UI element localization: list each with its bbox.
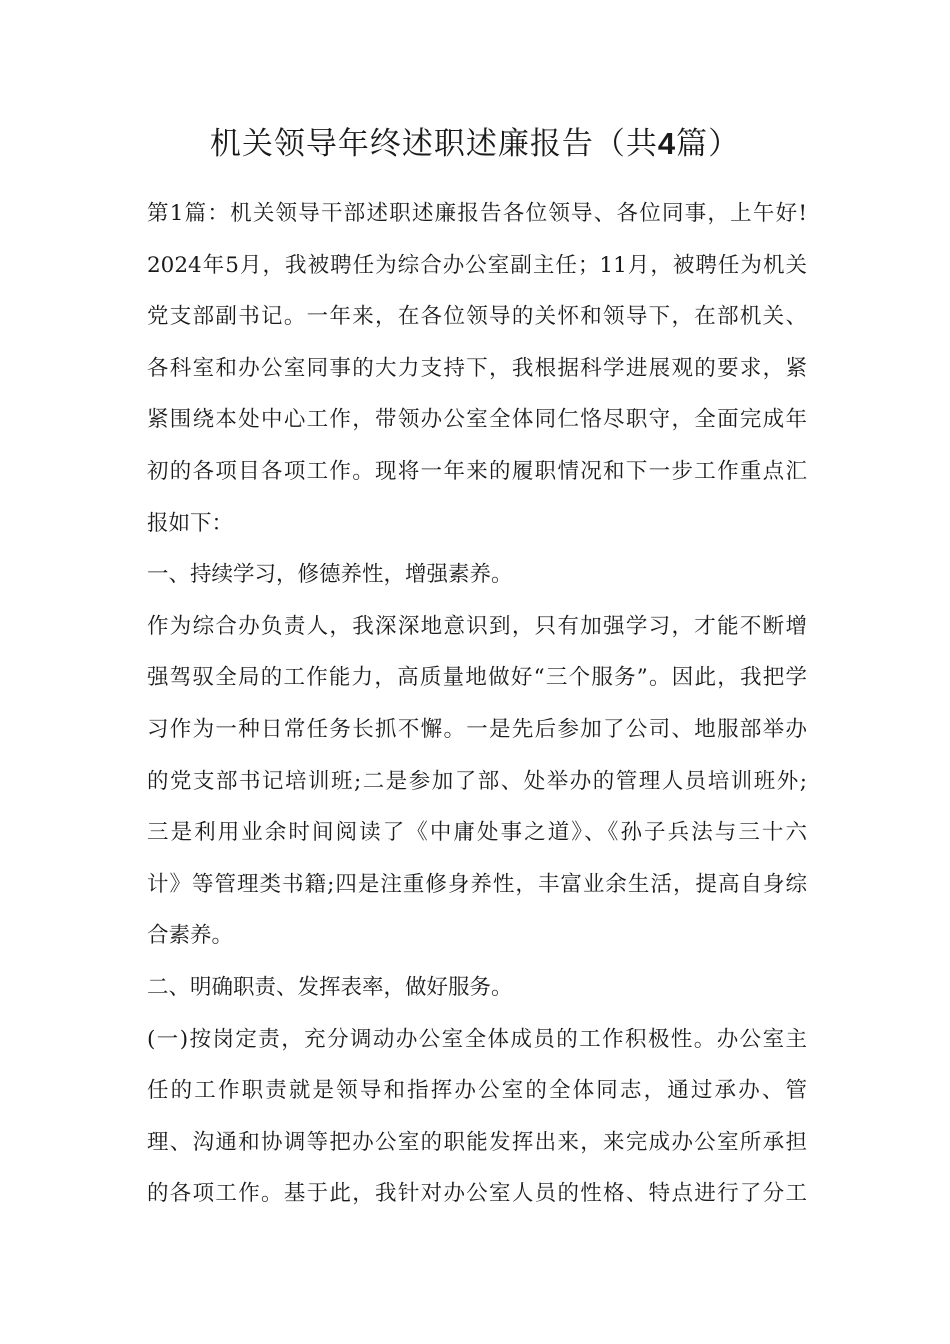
body-line: 党支部副书记。一年来，在各位领导的关怀和领导下，在部机关、 xyxy=(147,304,807,330)
title-number: 4 xyxy=(657,126,677,161)
body-line: 的党支部书记培训班;二是参加了部、处举办的管理人员培训班外; xyxy=(147,768,807,794)
body-line: 初的各项目各项工作。现将一年来的履职情况和下一步工作重点汇 xyxy=(147,458,807,484)
body-line: 作为综合办负责人，我深深地意识到，只有加强学习，才能不断增 xyxy=(147,613,807,639)
body-line: 习作为一种日常任务长抓不懈。一是先后参加了公司、地服部举办 xyxy=(147,716,807,742)
document-title xyxy=(0,122,950,166)
body-line: (一)按岗定责，充分调动办公室全体成员的工作积极性。办公室主 xyxy=(147,1026,807,1052)
section-heading: 二、明确职责、发挥表率，做好服务。 xyxy=(147,974,513,1000)
body-line: 报如下： xyxy=(147,510,234,536)
body-line: 任的工作职责就是领导和指挥办公室的全体同志，通过承办、管 xyxy=(147,1078,807,1104)
body-line: 第1篇：机关领导干部述职述廉报告各位领导、各位同事，上午好! xyxy=(147,201,807,226)
body-line: 三是利用业余时间阅读了《中庸处事之道》、《孙子兵法与三十六 xyxy=(147,820,807,846)
body-line: 各科室和办公室同事的大力支持下，我根据科学进展观的要求，紧 xyxy=(147,355,807,381)
body-line: 计》等管理类书籍;四是注重修身养性，丰富业余生活，提高自身综 xyxy=(147,871,807,897)
body-line: 的各项工作。基于此，我针对办公室人员的性格、特点进行了分工 xyxy=(147,1181,807,1207)
title-prefix: 机关领导年终述职述廉报告（共 xyxy=(209,126,658,162)
body-line: 紧围绕本处中心工作，带领办公室全体同仁恪尽职守，全面完成年 xyxy=(147,407,807,433)
section-heading: 一、持续学习，修德养性，增强素养。 xyxy=(147,562,513,588)
document-body xyxy=(147,196,807,1228)
body-line: 合素养。 xyxy=(147,923,234,949)
body-line: 理、沟通和协调等把办公室的职能发挥出来，来完成办公室所承担 xyxy=(147,1129,807,1155)
body-line: 2024年5月，我被聘任为综合办公室副主任；11月，被聘任为机关 xyxy=(147,252,807,278)
title-suffix: 篇） xyxy=(676,126,741,162)
body-line: 强驾驭全局的工作能力，高质量地做好“三个服务”。因此，我把学 xyxy=(147,665,807,691)
